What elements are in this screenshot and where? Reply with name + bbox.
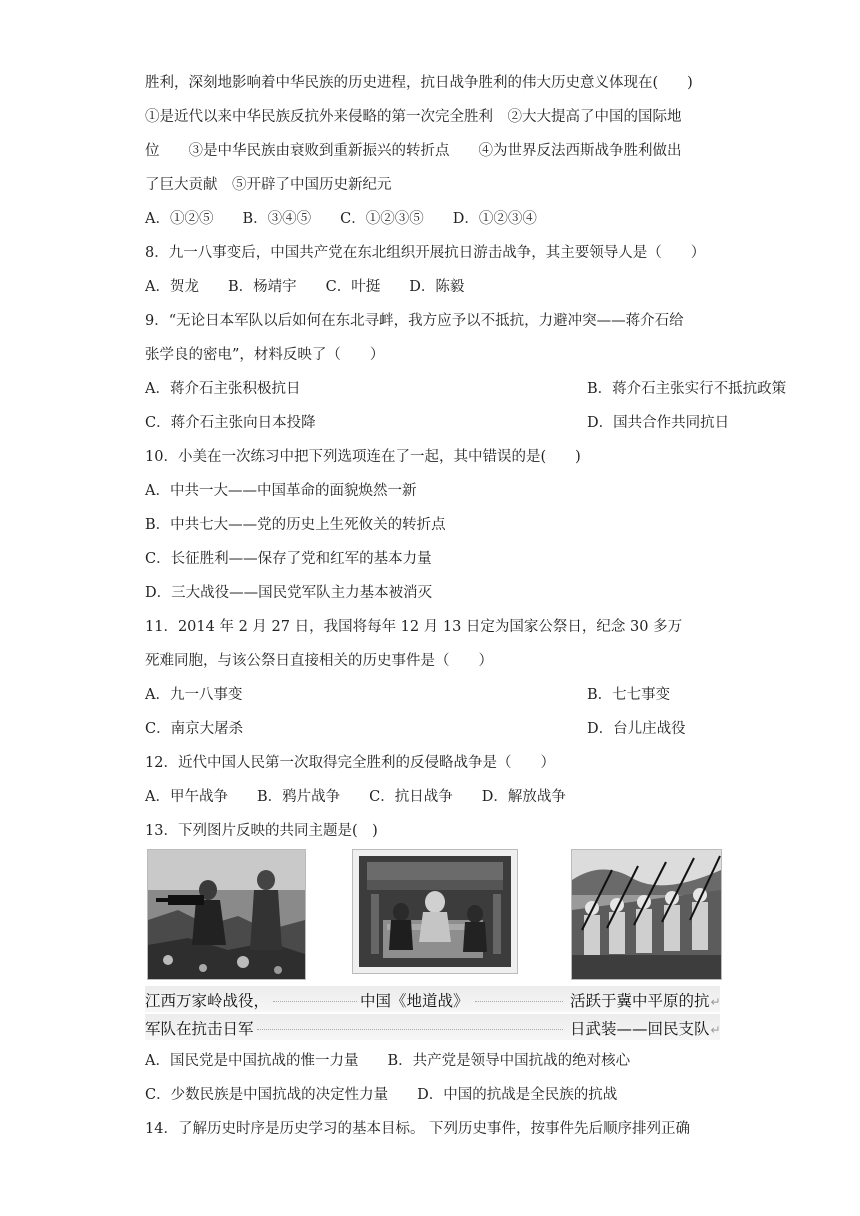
q13-options-ab: A．国民党是中国抗战的惟一力量 B．共产党是领导中国抗战的绝对核心 bbox=[145, 1053, 631, 1069]
caption-battle-line1: 江西万家岭战役， bbox=[145, 992, 270, 1010]
q9-option-a: A．蒋介石主张积极抗日 bbox=[145, 381, 301, 397]
q11-option-row bbox=[145, 719, 725, 739]
q9-option-row bbox=[145, 379, 787, 399]
q7-item-line: 了巨大贡献 ⑤开辟了中国历史新纪元 bbox=[145, 177, 392, 193]
q14-stem: 14．了解历史时序是历史学习的基本目标。 下列历史事件，按事件先后顺序排列正确 bbox=[145, 1121, 691, 1137]
q7-item-line: 位 ③是中华民族由衰败到重新振兴的转折点 ④为世界反法西斯战争胜利做出 bbox=[145, 143, 682, 159]
q7-options: A．①②⑤ B．③④⑤ C．①②③⑤ D．①②③④ bbox=[145, 211, 537, 227]
q11-stem: 死难同胞，与该公祭日直接相关的历史事件是（ ） bbox=[145, 653, 493, 669]
q8-stem: 8．九一八事变后，中国共产党在东北组织开展抗日游击战争，其主要领导人是（ ） bbox=[145, 245, 706, 261]
q9-stem: 9．“无论日本军队以后如何在东北寻衅，我方应予以不抵抗，力避冲突——蒋介石给 bbox=[145, 313, 684, 329]
q11-option-b: B．七七事变 bbox=[587, 687, 671, 703]
q7-stem-cont: 胜利，深刻地影响着中华民族的历史进程，抗日战争胜利的伟大历史意义体现在( ) bbox=[145, 75, 693, 91]
caption-troops-line2: 日武装——回民支队↵ bbox=[570, 1020, 721, 1038]
q8-options: A．贺龙 B．杨靖宇 C．叶挺 D．陈毅 bbox=[145, 279, 465, 295]
q9-option-row bbox=[145, 413, 730, 433]
q11-option-c: C．南京大屠杀 bbox=[145, 721, 244, 737]
q12-stem: 12．近代中国人民第一次取得完全胜利的反侵略战争是（ ） bbox=[145, 755, 555, 771]
q11-option-d: D．台儿庄战役 bbox=[587, 721, 686, 737]
q11-option-a: A．九一八事变 bbox=[145, 687, 243, 703]
q10-option-c: C．长征胜利——保存了党和红军的基本力量 bbox=[145, 551, 432, 567]
q9-option-c: C．蒋介石主张向日本投降 bbox=[145, 415, 316, 431]
q10-option-b: B．中共七大——党的历史上生死攸关的转折点 bbox=[145, 517, 446, 533]
tunnel-warfare-photo bbox=[352, 849, 518, 974]
q12-options: A．甲午战争 B．鸦片战争 C．抗日战争 D．解放战争 bbox=[145, 789, 566, 805]
q13-options-cd: C．少数民族是中国抗战的决定性力量 D．中国的抗战是全民族的抗战 bbox=[145, 1087, 618, 1103]
dotted-leader bbox=[273, 1001, 357, 1002]
dotted-leader bbox=[257, 1029, 563, 1030]
caption-tunnel: 中国《地道战》 bbox=[360, 992, 469, 1010]
q13-stem: 13．下列图片反映的共同主题是( ) bbox=[145, 823, 378, 839]
dotted-leader bbox=[475, 1001, 563, 1002]
photo-captions bbox=[145, 986, 720, 1040]
q11-stem: 11．2014 年 2 月 27 日，我国将每年 12 月 13 日定为国家公祭日，纪念 30 多万 bbox=[145, 619, 683, 635]
marching-troops-photo bbox=[571, 849, 722, 980]
q10-option-a: A．中共一大——中国革命的面貌焕然一新 bbox=[145, 483, 417, 499]
q7-item-line: ①是近代以来中华民族反抗外来侵略的第一次完全胜利 ②大大提高了中国的国际地 bbox=[145, 109, 682, 125]
q9-option-d: D．国共合作共同抗日 bbox=[587, 415, 730, 431]
caption-troops-line1: 活跃于冀中平原的抗↵ bbox=[570, 992, 721, 1010]
q10-stem: 10．小美在一次练习中把下列选项连在了一起，其中错误的是( ) bbox=[145, 449, 581, 465]
q9-option-b: B．蒋介石主张实行不抵抗政策 bbox=[587, 381, 787, 397]
caption-battle-line2: 军队在抗击日军 bbox=[145, 1020, 254, 1038]
q11-option-row bbox=[145, 685, 725, 705]
battle-photo bbox=[147, 849, 306, 980]
q10-option-d: D．三大战役——国民党军队主力基本被消灭 bbox=[145, 585, 433, 601]
q9-stem: 张学良的密电”，材料反映了（ ） bbox=[145, 347, 385, 363]
